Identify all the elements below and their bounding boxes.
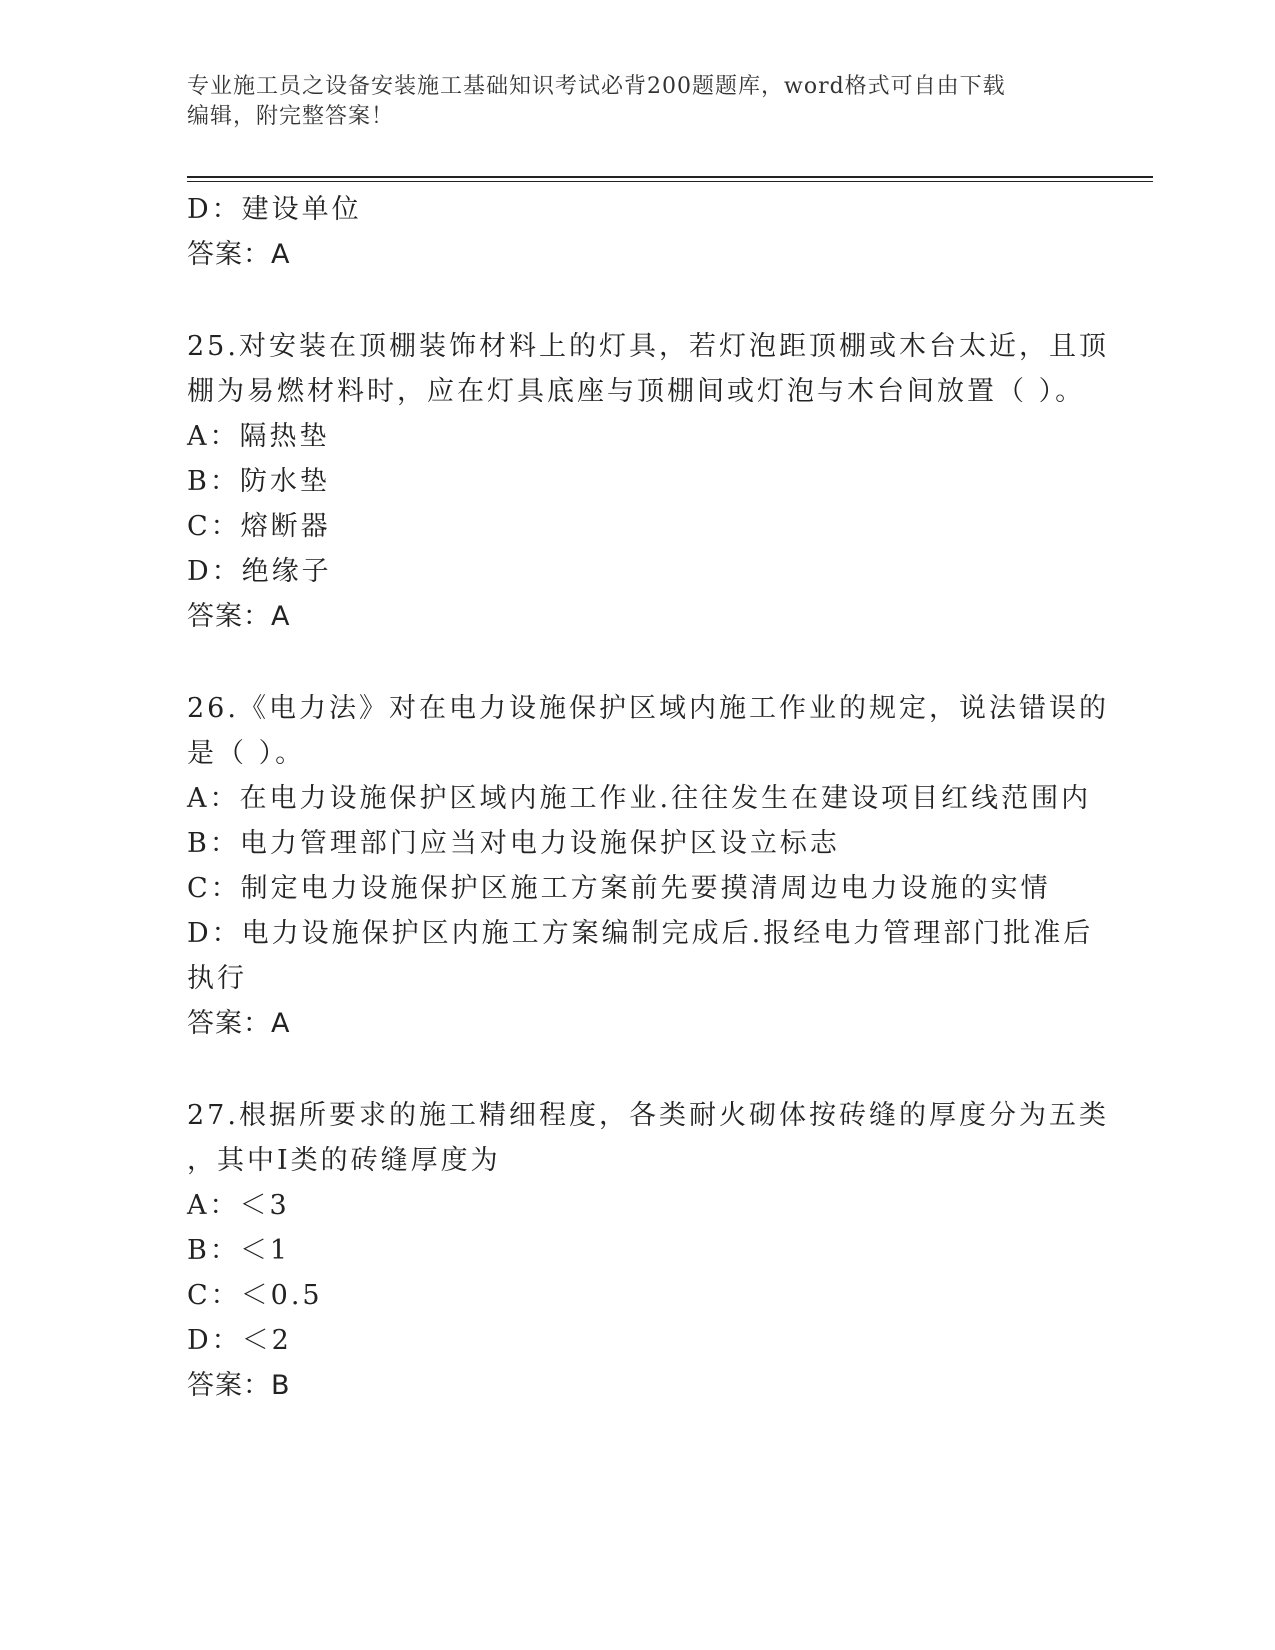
option-c: C：制定电力设施保护区施工方案前先要摸清周边电力设施的实情	[187, 873, 1051, 904]
header-divider-thin	[187, 181, 1153, 182]
header-title-line-1: 专业施工员之设备安装施工基础知识考试必背200题题库，word格式可自由下载	[187, 74, 1006, 99]
option-b: B：防水垫	[187, 466, 330, 497]
option-d: D：＜2	[187, 1325, 292, 1356]
question-stem-line-2: 是（ ）。	[187, 738, 306, 769]
question-spacer	[187, 639, 1087, 686]
option-a: A：在电力设施保护区域内施工作业.往往发生在建设项目红线范围内	[187, 783, 1092, 814]
question-stem-line-2: ，其中I类的砖缝厚度为	[187, 1145, 501, 1176]
question-spacer	[187, 1046, 1087, 1093]
question-26	[187, 686, 1109, 1046]
question-spacer	[187, 277, 1087, 324]
question-content	[187, 187, 1109, 1408]
document-header	[187, 72, 1067, 132]
option-d: D：绝缘子	[187, 556, 332, 587]
option-b: B：＜1	[187, 1235, 291, 1266]
question-stem-line-1: 25.对安装在顶棚装饰材料上的灯具，若灯泡距顶棚或木台太近，且顶	[187, 331, 1109, 362]
header-divider-thick	[187, 176, 1153, 178]
option-c: C：＜0.5	[187, 1280, 323, 1311]
option-a: A：＜3	[187, 1190, 290, 1221]
question-25	[187, 324, 1109, 639]
option-d-line-2: 执行	[187, 963, 247, 994]
question-stem-line-1: 26.《电力法》对在电力设施保护区域内施工作业的规定，说法错误的	[187, 693, 1109, 724]
answer-line: 答案：A	[187, 601, 291, 632]
question-stem-line-2: 棚为易燃材料时，应在灯具底座与顶棚间或灯泡与木台间放置（ ）。	[187, 376, 1086, 407]
question-27	[187, 1093, 1109, 1408]
header-title-line-2: 编辑，附完整答案！	[187, 104, 395, 129]
question-stem-line-1: 27.根据所要求的施工精细程度，各类耐火砌体按砖缝的厚度分为五类	[187, 1100, 1109, 1131]
answer-line: 答案：A	[187, 239, 291, 270]
option-a: A：隔热垫	[187, 421, 330, 452]
option-d-line-1: D：电力设施保护区内施工方案编制完成后.报经电力管理部门批准后	[187, 918, 1094, 949]
answer-line: 答案：A	[187, 1008, 291, 1039]
option-b: B：电力管理部门应当对电力设施保护区设立标志	[187, 828, 840, 859]
question-24-tail	[187, 187, 1087, 277]
option-d: D：建设单位	[187, 194, 362, 225]
answer-line: 答案：B	[187, 1370, 291, 1401]
option-c: C：熔断器	[187, 511, 331, 542]
